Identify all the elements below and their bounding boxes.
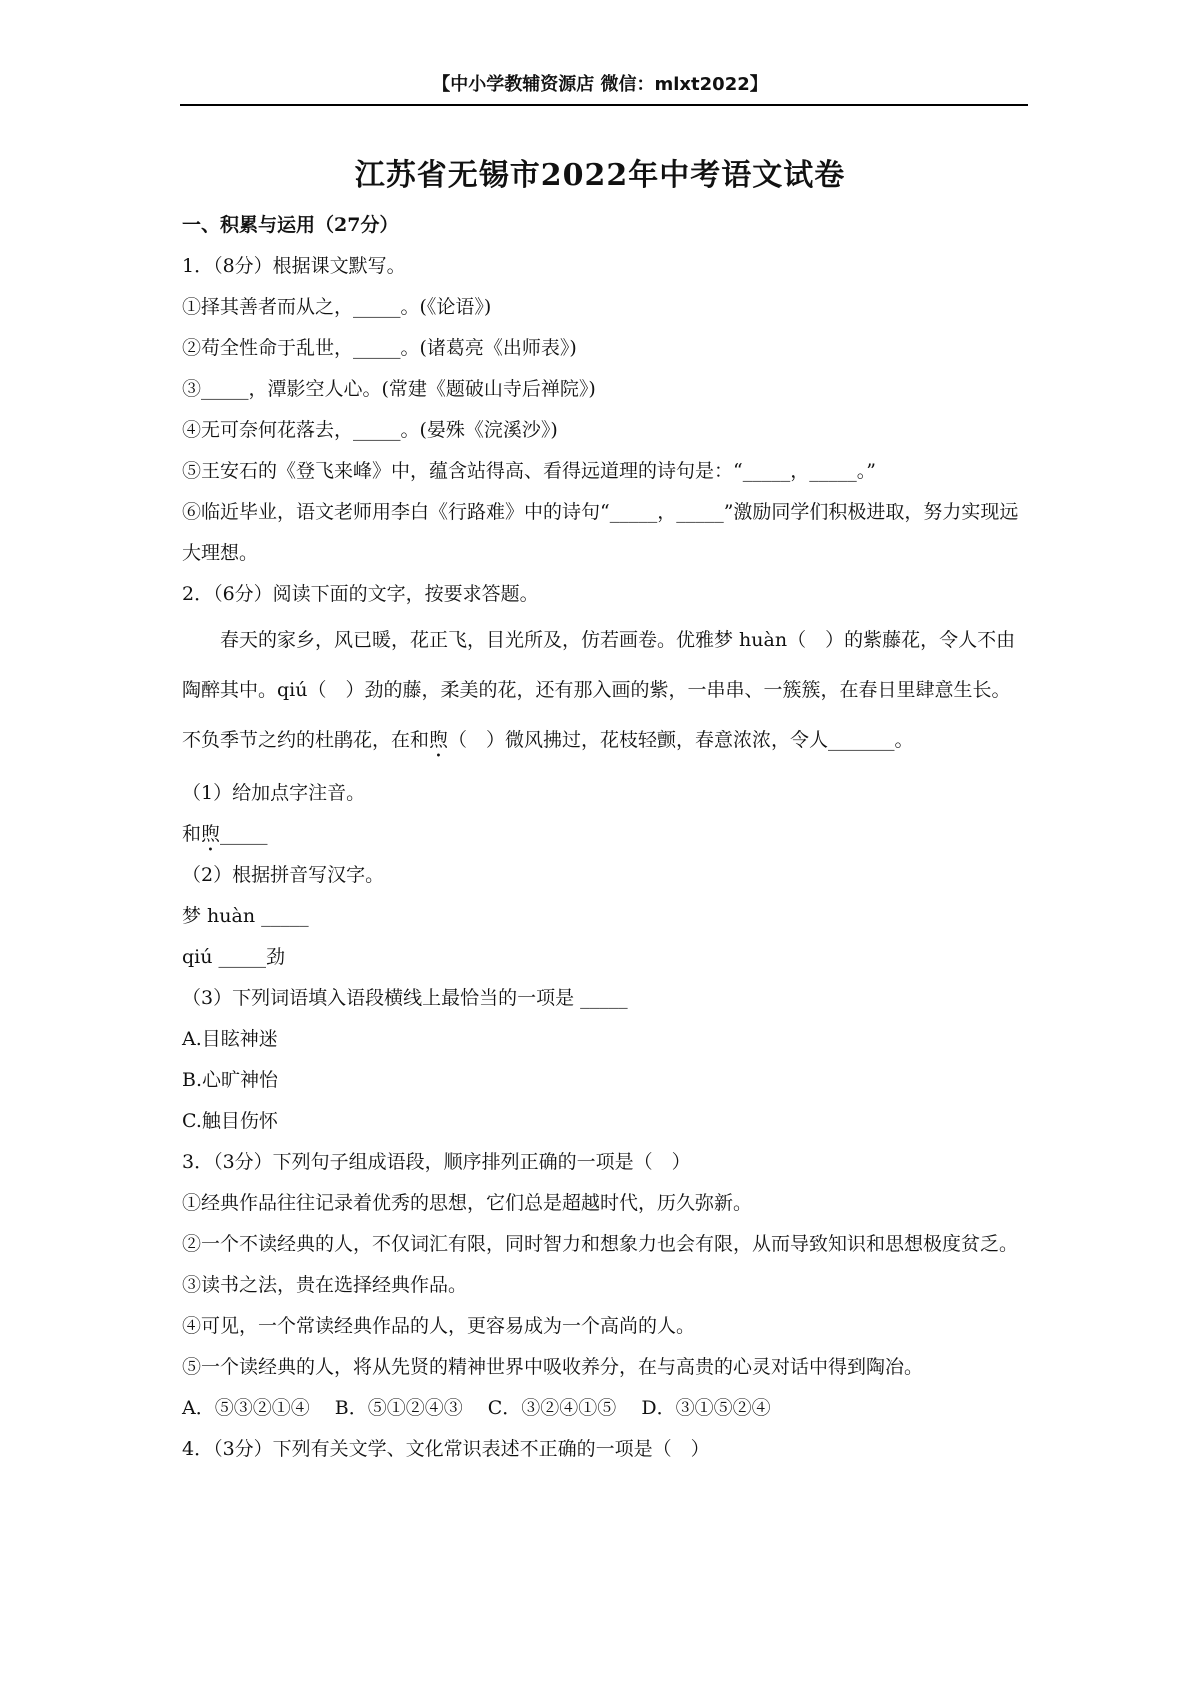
q2-sub2: （2）根据拼音写汉字。 bbox=[182, 864, 385, 886]
q1-item-2: ②苟全性命于乱世，_____。(诸葛亮《出师表》) bbox=[182, 337, 577, 359]
q2-option-c: C.触目伤怀 bbox=[182, 1110, 278, 1132]
q1-item-6: ⑥临近毕业，语文老师用李白《行路难》中的诗句“_____，_____”激励同学们积极进取，努力实现远大理想。 bbox=[182, 501, 1019, 564]
dotted-char: 煦 bbox=[201, 823, 221, 845]
q3-sentence-1: ①经典作品往往记录着优秀的思想，它们总是超越时代，历久弥新。 bbox=[182, 1192, 753, 1214]
answer-prefix: 和 bbox=[182, 823, 202, 845]
passage-text-1: 春天的家乡，风已暖，花正飞，目光所及，仿若画卷。优雅梦 huàn（ ）的紫藤花，令人不由陶醉其中。qiú（ ）劲的藤，柔美的花，还有那入画的紫，一串串、一簇簇，在春日里肆意生长。不负季节之约的杜鹃花，在和 bbox=[182, 629, 1016, 751]
exam-title: 江苏省无锡市2022年中考语文试卷 bbox=[354, 158, 846, 193]
q1-item-4: ④无可奈何花落去，_____。(晏殊《浣溪沙》) bbox=[182, 419, 558, 441]
q2-sub1-answer bbox=[182, 814, 1028, 855]
q3-sentence-4: ④可见，一个常读经典作品的人，更容易成为一个高尚的人。 bbox=[182, 1315, 696, 1337]
q2-passage bbox=[182, 615, 1028, 765]
q3-stem: 3．（3分）下列句子组成语段，顺序排列正确的一项是（ ） bbox=[182, 1151, 691, 1173]
q2-option-a: A.目眩神迷 bbox=[182, 1028, 278, 1050]
q2-sub1: （1）给加点字注音。 bbox=[182, 782, 366, 804]
q1-item-5: ⑤王安石的《登飞来峰》中，蕴含站得高、看得远道理的诗句是：“_____，_____。” bbox=[182, 460, 876, 482]
q1-item-3: ③_____，潭影空人心。(常建《题破山寺后禅院》) bbox=[182, 378, 596, 400]
q1-item-1: ①择其善者而从之，_____。(《论语》) bbox=[182, 296, 492, 318]
section-heading: 一、积累与运用（27分） bbox=[182, 214, 399, 236]
q2-option-b: B.心旷神怡 bbox=[182, 1069, 279, 1091]
page-header: 【中小学教辅资源店 微信：mlxt2022】 bbox=[432, 74, 768, 95]
q3-options: A．⑤③②①④ B．⑤①②④③ C．③②④①⑤ D．③①⑤②④ bbox=[182, 1397, 771, 1419]
q2-sub3: （3）下列词语填入语段横线上最恰当的一项是 _____ bbox=[182, 987, 628, 1009]
q2-stem: 2．（6分）阅读下面的文字，按要求答题。 bbox=[182, 583, 539, 605]
answer-blank: _____ bbox=[220, 823, 268, 845]
header-rule bbox=[180, 104, 1028, 106]
q3-sentence-2: ②一个不读经典的人，不仅词汇有限，同时智力和想象力也会有限，从而导致知识和思想极度贫乏。 bbox=[182, 1233, 1019, 1255]
dotted-char: 煦 bbox=[429, 729, 449, 751]
q1-stem: 1．（8分）根据课文默写。 bbox=[182, 255, 406, 277]
q2-sub2-a: 梦 huàn _____ bbox=[182, 905, 309, 927]
q3-sentence-5: ⑤一个读经典的人，将从先贤的精神世界中吸收养分，在与高贵的心灵对话中得到陶冶。 bbox=[182, 1356, 924, 1378]
q4-stem: 4．（3分）下列有关文学、文化常识表述不正确的一项是（ ） bbox=[182, 1438, 710, 1460]
exam-content bbox=[182, 205, 1028, 1470]
passage-text-2: （ ）微风拂过，花枝轻颤，春意浓浓，令人_______。 bbox=[448, 729, 914, 751]
q3-sentence-3: ③读书之法，贵在选择经典作品。 bbox=[182, 1274, 468, 1296]
q2-sub2-b: qiú _____劲 bbox=[182, 946, 286, 968]
